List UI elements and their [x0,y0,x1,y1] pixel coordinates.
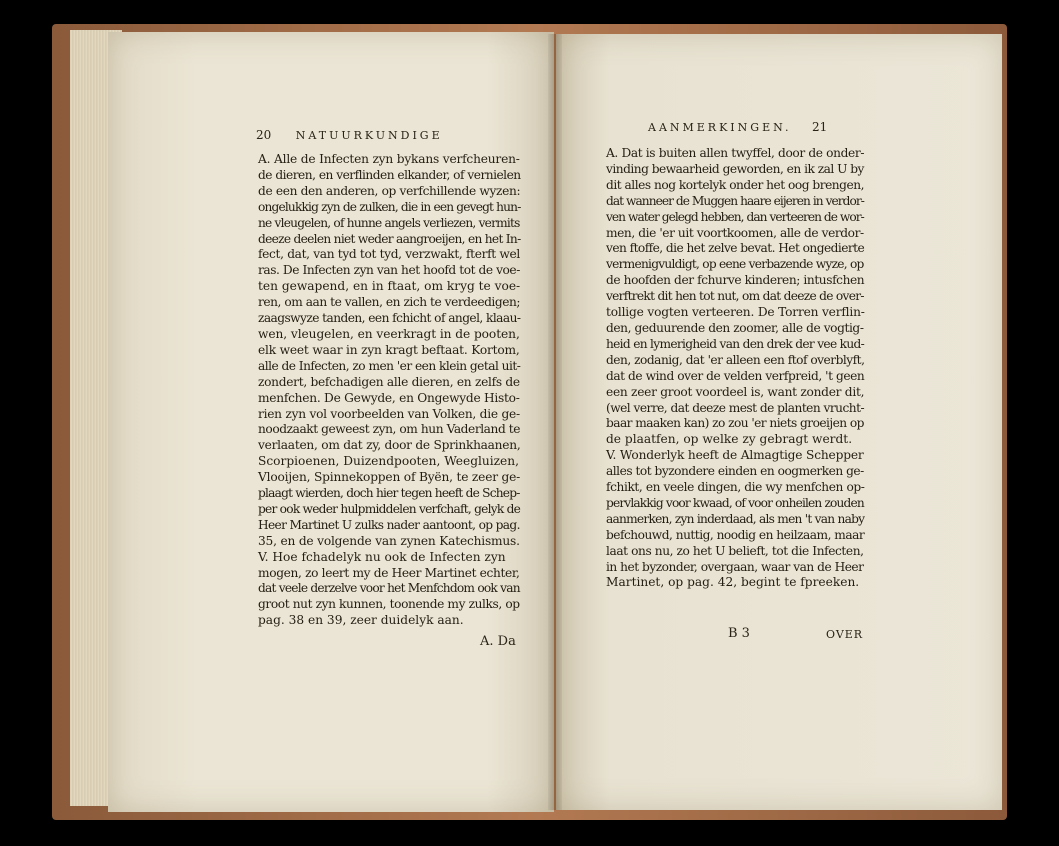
text-line: heid en lymerigheid van den drek der vee kud- [606,336,865,351]
text-line: Heer Martinet U zulks nader aantoont, op pag. [258,517,520,532]
text-line: mogen, zo leert my de Heer Martinet echter, [258,565,520,580]
text-line: men, die 'er uit voortkoomen, alle de verdor- [606,225,864,240]
text-line: ras. De Infecten zyn van het hoofd tot de voe- [258,263,520,278]
text-line: V. Wonderlyk heeft de Almagtige Schepper [606,448,864,463]
text-line: de dieren, en verflinden elkander, of vernielen [258,167,521,182]
text-line: aanmerken, zyn inderdaad, als men 't van naby [606,511,865,526]
text-line: den, geduurende den zoomer, alle de vogtig- [606,320,864,335]
text-line: fchikt, en veele dingen, die wy menfchen op- [606,480,865,495]
text-line: den, zodanig, dat 'er alleen een ftof overblyft, [606,352,865,367]
book-gutter [548,34,562,810]
text-line: tollige vogten verteeren. De Torren verflin- [606,305,865,320]
right-page-header [648,120,827,134]
text-line: pag. 38 en 39, zeer duidelyk aan. [258,613,464,628]
text-line: dat de wind over de velden verfpreid, 't geen [606,368,865,383]
text-line: V. Hoe fchadelyk nu ook de Infecten zyn [258,549,506,564]
text-line: Vlooijen, Spinnekoppen of Byën, te zeer ge- [258,470,521,485]
text-line: zaagswyze tanden, een fchicht of angel, klaau- [258,311,521,326]
text-line: groot nut zyn kunnen, toonende my zulks, op [258,597,520,612]
left-page-number: 20 [256,128,272,142]
text-line: befchouwd, nuttig, noodig en heilzaam, maar [606,527,865,542]
text-line: laat ons nu, zo het U belieft, tot die Infecten, [606,543,864,558]
text-line: ren, om aan te vallen, en zich te verdeedigen; [258,295,521,310]
left-page-header [256,128,443,142]
text-line: rien zyn vol voorbeelden van Volken, die ge- [258,406,520,421]
left-page-body [258,152,520,629]
text-line: Scorpioenen, Duizendpooten, Weegluizen, [258,454,519,469]
text-line: wen, vleugelen, en veerkragt in de pooten, [258,326,520,341]
text-line: in het byzonder, overgaan, waar van de Heer [606,559,864,574]
text-line: A. Dat is buiten allen twyffel, door de onder- [606,146,865,160]
text-line: de hoofden der fchurve kinderen; intusfchen [606,273,865,288]
right-running-head: AANMERKINGEN. [648,121,792,134]
text-line: (wel verre, dat deeze mest de planten vrucht- [606,400,865,415]
text-line: vermenigvuldigt, op eene verbazende wyze, op [606,257,864,272]
text-line: ven ftoffe, die het zelve bevat. Het ongedierte [606,241,865,256]
text-line: ne vleugelen, of hunne angels verliezen, vermits [258,215,520,230]
text-line: baar maaken kan) zo zou 'er niets groeijen op [606,416,864,431]
text-line: vinding bewaarheid geworden, en ik zal U by [606,161,864,176]
text-line: de een den anderen, op verfchillende wyzen: [258,183,521,198]
text-line: verlaaten, om dat zy, door de Sprinkhaanen, [258,438,521,453]
text-line: plaagt wierden, doch hier tegen heeft de Schep- [258,486,520,501]
text-line: de plaatfen, op welke zy gebragt werdt. [606,432,853,447]
right-page-number: 21 [812,120,828,134]
right-page-body [606,146,864,591]
text-line: zondert, befchadigen alle dieren, en zelfs de [258,374,520,389]
text-line: menfchen. De Gewyde, en Ongewyde Histo- [258,390,520,405]
text-line: dat veele derzelve voor het Menfchdom ook van [258,581,520,596]
text-line: elk weet waar in zyn kragt beftaat. Kortom, [258,342,520,357]
text-line: pervlakkig voor kwaad, of voor onheilen zouden [606,495,864,510]
text-line: per ook weder hulpmiddelen verfchaft, gelyk de [258,501,521,516]
text-line: A. Alle de Infecten zyn bykans verfcheuren- [258,152,520,166]
right-catchword: OVER [826,628,864,641]
text-line: fect, dat, van tyd tot tyd, verzwakt, fterft wel [258,247,520,262]
text-line: alle de Infecten, zo men 'er een klein getal uit- [258,358,521,373]
text-line: 35, en de volgende van zynen Katechismus. [258,533,520,548]
text-line: verftrekt dit hen tot nut, om dat deeze de over- [606,289,864,304]
text-line: Martinet, op pag. 42, begint te fpreeken. [606,575,860,590]
text-line: ongelukkig zyn de zulken, die in een gevegt hun- [258,199,521,214]
text-line: noodzaakt geweest zyn, om hun Vaderland te [258,422,521,437]
text-line: een zeer groot voordeel is, want zonder dit, [606,384,865,399]
text-line: ten gewapend, en in ftaat, om kryg te voe- [258,279,521,294]
left-running-head: NATUURKUNDIGE [295,129,443,142]
text-line: ven water gelegd hebben, dan verteeren de wor- [606,209,864,224]
text-line: dit alles nog kortelyk onder het oog brengen, [606,177,864,192]
signature-mark: B 3 [728,626,750,641]
left-catchword: A. Da [480,634,516,649]
text-line: alles tot byzondere einden en oogmerken ge- [606,464,864,479]
text-line: deeze deelen niet weder aangroeijen, en het In- [258,231,521,246]
text-line: dat wanneer de Muggen haare eijeren in verdor- [606,193,864,208]
